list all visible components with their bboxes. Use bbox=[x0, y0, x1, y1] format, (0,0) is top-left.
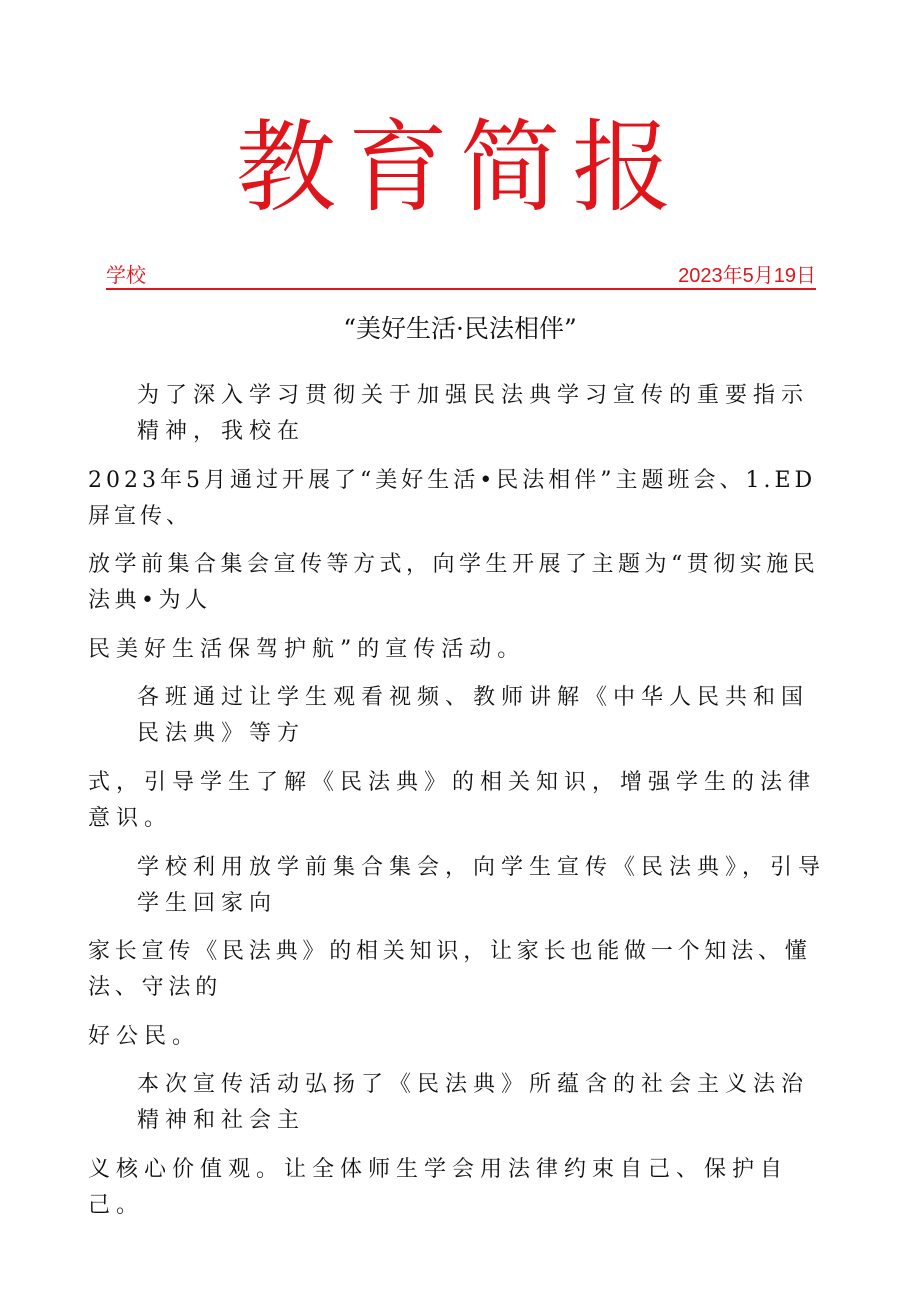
article-body bbox=[88, 378, 836, 1237]
paragraph-4-line: 本次宣传活动弘扬了《民法典》所蕴含的社会主义法治精神和社会主 bbox=[137, 1072, 810, 1134]
article-headline: “美好生活·民法相伴” bbox=[343, 314, 577, 343]
paragraph-1-line: 为了深入学习贯彻关于加强民法典学习宣传的重要指示精神，我校在 bbox=[137, 383, 810, 444]
masthead-title: 教育简报 bbox=[236, 109, 684, 226]
issue-date: 2023年5月19日 bbox=[678, 265, 816, 287]
paragraph-1-line: 民美好生活保驾护航”的宣传活动。 bbox=[88, 636, 526, 662]
paragraph-1-line: 2023年5月通过开展了“美好生活•民法相伴”主题班会、1.ED屏宣传、 bbox=[88, 467, 817, 529]
paragraph-3-line: 好公民。 bbox=[88, 1023, 201, 1049]
school-label: 学校 bbox=[106, 265, 146, 287]
paragraph-1-line: 放学前集合集会宣传等方式，向学生开展了主题为“贯彻实施民法典•为人 bbox=[88, 552, 820, 614]
info-bar bbox=[106, 264, 816, 290]
paragraph-4-line: 义核心价值观。让全体师生学会用法律约束自己、保护自己。 bbox=[88, 1156, 789, 1218]
paragraph-3-line: 学校利用放学前集合集会，向学生宣传《民法典》，引导学生回家向 bbox=[137, 854, 827, 916]
paragraph-2-line: 式，引导学生了解《民法典》的相关知识，增强学生的法律意识。 bbox=[88, 769, 817, 831]
paragraph-3-line: 家长宣传《民法典》的相关知识，让家长也能做一个知法、懂法、守法的 bbox=[88, 939, 812, 1001]
paragraph-2-line: 各班通过让学生观看视频、教师讲解《中华人民共和国民法典》等方 bbox=[137, 685, 810, 747]
